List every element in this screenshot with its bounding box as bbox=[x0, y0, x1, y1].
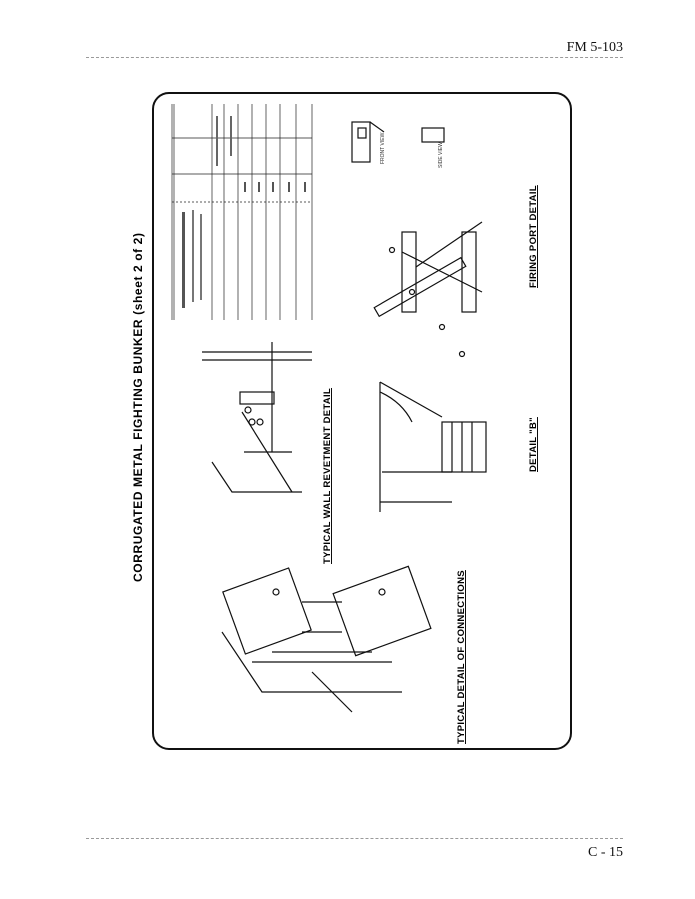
header-rule bbox=[86, 57, 623, 58]
header-doc-id: FM 5-103 bbox=[566, 40, 623, 55]
wall-revetment-detail bbox=[202, 342, 312, 492]
firing-port-view-labels bbox=[380, 132, 444, 168]
firing-port-detail bbox=[352, 122, 482, 357]
figure-title: CORRUGATED METAL FIGHTING BUNKER (sheet 2 of 2) bbox=[131, 232, 145, 582]
caption-wall-revetment: TYPICAL WALL REVETMENT DETAIL bbox=[322, 387, 333, 564]
footer-rule bbox=[86, 838, 623, 839]
sheet-border bbox=[153, 93, 571, 749]
detail-b bbox=[380, 382, 486, 512]
side-view-label: SIDE VIEW bbox=[438, 142, 444, 168]
drawing-sheet bbox=[131, 92, 572, 750]
materials-table-marks bbox=[182, 116, 306, 308]
caption-connections: TYPICAL DETAIL OF CONNECTIONS bbox=[456, 570, 467, 744]
footer-page-number: C - 15 bbox=[588, 845, 623, 860]
caption-detail-b: DETAIL "B" bbox=[528, 417, 539, 472]
connections-detail bbox=[222, 566, 431, 712]
front-view-label: FRONT VIEW bbox=[380, 132, 386, 164]
caption-firing-port: FIRING PORT DETAIL bbox=[528, 185, 539, 288]
